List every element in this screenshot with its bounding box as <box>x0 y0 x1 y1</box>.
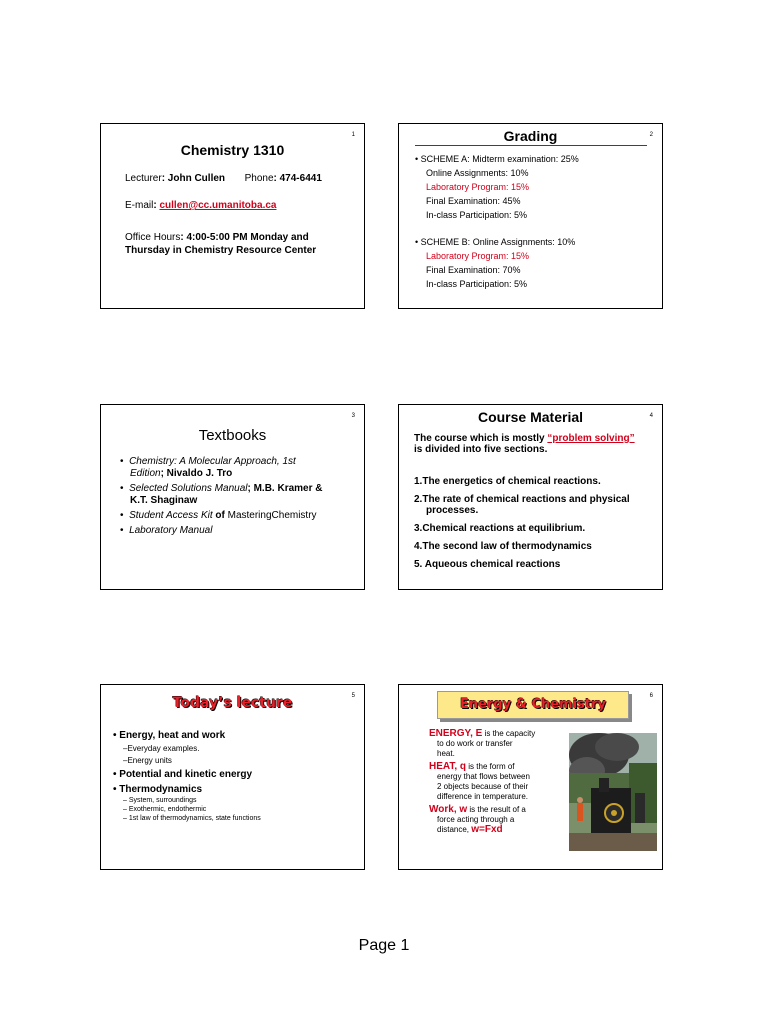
scheme-b-label: SCHEME B: <box>420 237 471 247</box>
energy-term: ENERGY, E <box>429 728 483 739</box>
lecturer-name: : John Cullen <box>161 173 226 184</box>
definition-text: energy that flows between <box>437 772 530 781</box>
title-underline <box>415 145 647 146</box>
slide-number: 6 <box>649 693 653 699</box>
definitions <box>429 729 574 835</box>
topic-label: Thermodynamics <box>119 784 203 795</box>
energy-definition <box>429 729 574 759</box>
lecture-topics <box>113 730 358 822</box>
grading-line: Online Assignments: 10% <box>426 168 529 178</box>
textbook-author: ; Nivaldo J. Tro <box>160 468 233 479</box>
slide-number: 2 <box>649 132 653 138</box>
lecturer-line <box>125 173 322 184</box>
slide-number: 3 <box>351 413 355 419</box>
phone-value: : 474-6441 <box>273 173 322 184</box>
definition-text: force acting through a <box>437 815 515 824</box>
textbook-title: Student Access Kit <box>129 510 213 521</box>
grading-line: In-class Participation: 5% <box>426 210 528 220</box>
intro-part: is divided into five sections. <box>414 444 548 455</box>
intro-emphasis: “problem solving” <box>547 433 635 444</box>
grading-line: Online Assignments: 10% <box>472 237 576 247</box>
topic-label: Potential and kinetic energy <box>119 769 253 780</box>
office-value-2: Thursday in Chemistry Resource Center <box>125 245 317 256</box>
grading-line: Final Examination: 70% <box>426 265 521 275</box>
section-item: 5. Aqueous chemical reactions <box>414 559 561 570</box>
definition-text: difference in temperature. <box>437 792 529 801</box>
lecturer-label: Lecturer <box>125 173 162 184</box>
email-link[interactable]: cullen@cc.umanitoba.ca <box>159 200 277 211</box>
textbook-title: Chemistry: A Molecular Approach, 1st <box>129 456 296 467</box>
intro-text <box>414 433 659 455</box>
definition-text: 2 objects because of their <box>437 782 529 791</box>
slide-4 <box>398 404 663 590</box>
grading-line: In-class Participation: 5% <box>426 279 528 289</box>
slide-title: Energy & Chemistry <box>460 697 606 712</box>
textbook-item: • Chemistry: A Molecular Approach, 1st Edition; Nivaldo J. Tro <box>120 456 296 479</box>
grading-line: Laboratory Program: 15% <box>426 251 530 261</box>
grading-line: Laboratory Program: 15% <box>426 182 530 192</box>
textbook-platform: MasteringChemistry <box>227 510 317 521</box>
phone-label: Phone <box>244 173 274 184</box>
scheme-a-label: SCHEME A: <box>420 154 470 164</box>
textbook-title: Edition <box>130 468 161 479</box>
grading-line: Final Examination: 45% <box>426 196 521 206</box>
slide-1 <box>100 123 365 309</box>
slide-title: Today’s lecture <box>172 695 293 711</box>
topic-item: • Potential and kinetic energy <box>113 769 253 780</box>
work-definition <box>429 805 574 835</box>
email-label: E-mail <box>125 200 154 211</box>
section-item: processes. <box>426 505 479 516</box>
textbook-item: • Student Access Kit of MasteringChemistry <box>120 510 317 521</box>
textbook-title: Selected Solutions Manual <box>129 483 248 494</box>
slide-6 <box>398 684 663 870</box>
subtopic-item: – 1st law of thermodynamics, state functions <box>123 815 261 822</box>
slide-5 <box>100 684 365 870</box>
office-label: Office Hours <box>125 232 181 243</box>
section-item: 4.The second law of thermodynamics <box>414 541 592 552</box>
work-formula: w=Fxd <box>471 824 503 835</box>
textbook-author: K.T. Shaginaw <box>130 495 198 506</box>
subtopic-item: –Energy units <box>123 756 172 765</box>
textbook-item: • Selected Solutions Manual; M.B. Kramer & K.T. Shaginaw <box>120 483 323 506</box>
section-item: 2.The rate of chemical reactions and physical <box>414 494 630 505</box>
definition-text: heat. <box>437 749 455 758</box>
textbook-item: • Laboratory Manual <box>120 525 213 536</box>
grading-line: Midterm examination: 25% <box>472 154 579 164</box>
section-item: 1.The energetics of chemical reactions. <box>414 476 601 487</box>
textbook-title: Laboratory Manual <box>129 525 213 536</box>
scheme-a: • SCHEME A: Midterm examination: 25% Online Assignments: 10% Laboratory Program: 15% Final Examination: 45% In-class Participation: 5% <box>415 154 579 220</box>
slide-3 <box>100 404 365 590</box>
topic-label: Energy, heat and work <box>119 730 226 741</box>
slide-title: Textbooks <box>198 427 267 444</box>
slide-2 <box>398 123 663 309</box>
definition-text: distance, <box>437 825 472 834</box>
subtopic-item: – Exothermic, endothermic <box>123 806 207 813</box>
title-box <box>437 691 629 719</box>
slide-number: 1 <box>351 132 355 138</box>
sections-list <box>414 476 659 570</box>
definition-text: is the form of <box>466 762 515 771</box>
definition-text: is the result of a <box>467 805 526 814</box>
section-item: 3.Chemical reactions at equilibrium. <box>414 523 586 534</box>
subtopic-item: – System, surroundings <box>123 797 197 804</box>
office-value: : 4:00-5:00 PM Monday and <box>180 232 309 243</box>
scheme-b: • SCHEME B: Online Assignments: 10% Laboratory Program: 15% Final Examination: 70% In-class Participation: 5% <box>415 237 576 289</box>
definition-text: is the capacity <box>482 729 536 738</box>
work-term: Work, w <box>429 804 468 815</box>
steam-train-image <box>569 733 657 851</box>
office-hours <box>125 231 316 257</box>
slide-title: Chemistry 1310 <box>180 142 285 158</box>
slide-title: Course Material <box>477 409 584 425</box>
textbook-list <box>120 456 360 537</box>
heat-definition <box>429 762 574 802</box>
email-separator: : <box>153 200 157 211</box>
heat-term: HEAT, q <box>429 761 467 772</box>
textbook-author: ; M.B. Kramer & <box>247 483 323 494</box>
email-line <box>125 200 276 211</box>
slide-number: 4 <box>649 413 653 419</box>
topic-item: • Thermodynamics <box>113 784 203 795</box>
topic-item: • Energy, heat and work <box>113 730 226 741</box>
slide-number: 5 <box>351 693 355 699</box>
textbook-of: of <box>212 510 228 521</box>
subtopic-item: –Everyday examples. <box>123 744 200 753</box>
intro-part: The course which is mostly <box>414 433 548 444</box>
page-label: Page 1 <box>358 937 410 954</box>
slide-title: Grading <box>503 128 558 144</box>
definition-text: to do work or transfer <box>437 739 513 748</box>
